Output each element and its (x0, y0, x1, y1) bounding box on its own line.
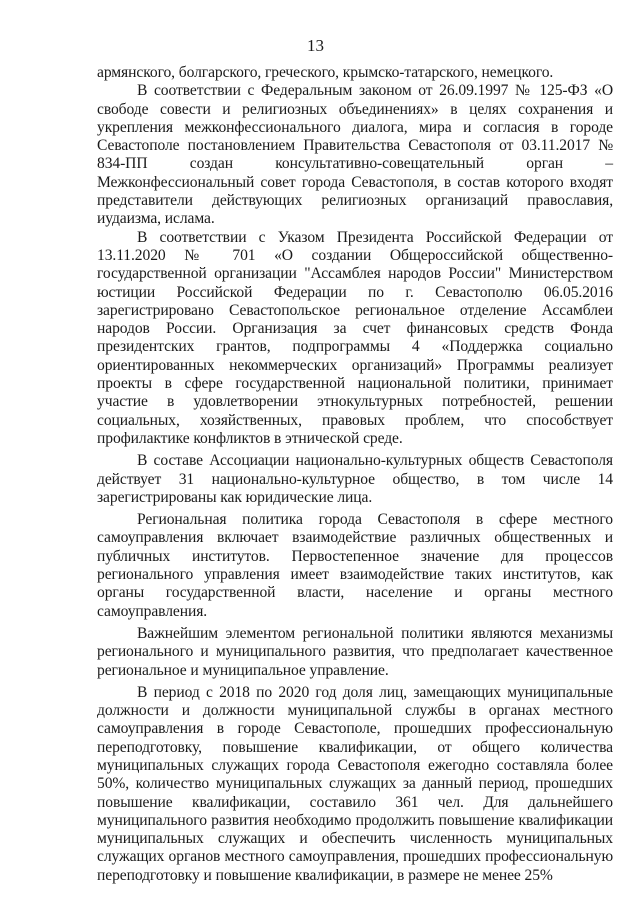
page-number: 13 (307, 36, 324, 55)
paragraph-national-cultural-societies: В составе Ассоциации национально-культурных обществ Севастополя действует 31 национально-культурное общество, в том числе 14 зарегистрированы как юридические лица. (97, 452, 613, 506)
paragraph-regional-policy: Региональная политика города Севастополя в сфере местного самоуправления включает взаимодействие различных общественных и публичных институтов. Первостепенное значение для процессов регионального управления имеет взаимодействие таких институтов, как органы государственной власти, население и органы местного самоуправления. (97, 511, 613, 620)
paragraph-development-mechanisms: Важнейшим элементом региональной политики являются механизмы регионального и муниципального развития, что предполагает качественное региональное и муниципальное управление. (97, 624, 613, 679)
paragraph-assembly-of-peoples: В соответствии с Указом Президента Российской Федерации от 13.11.2020 № 701 «О создании Общероссийской общественно-государственной организации "Ассамблея народов России" Министерством юстиции Российской Федерации по г. Севастополю 06.05.2016 зарегистрировано Севастопольское региональное отделение Ассамблеи народов России. Организация за счет финансовых средств Фонда президентских грантов, подпрограммы 4 «Поддержка социально ориентированных некоммерческих организаций» Программы реализует проекты в сфере государственной национальной политики, принимает участие в удовлетворении этнокультурных потребностей, решении социальных, хозяйственных, правовых проблем, что способствует профилактике конфликтов в этнической среде. (97, 228, 613, 447)
document-body (97, 64, 613, 885)
paragraph-interconfessional-council: В соответствии с Федеральным законом от 26.09.1997 № 125-ФЗ «О свободе совести и религиозных объединениях» в целях сохранения и укрепления межконфессионального диалога, мира и согласия в городе Севастополе постановлением Правительства Севастополя от 03.11.2017 № 834-ПП создан консультативно-совещательный орган – Межконфессиональный совет города Севастополя, в состав которого входят представители действующих религиозных организаций православия, иудаизма, ислама. (97, 82, 613, 228)
paragraph-continuation: армянского, болгарского, греческого, крымско-татарского, немецкого. (97, 64, 554, 81)
paragraph-municipal-service-training: В период с 2018 по 2020 год доля лиц, замещающих муниципальные должности и должности муниципальной службы в органах местного самоуправления в городе Севастополе, прошедших профессиональную переподготовку, повышение квалификации, от общего количества муниципальных служащих города Севастополя ежегодно составляла более 50%, количество муниципальных служащих за данный период, прошедших повышение квалификации, составило 361 чел. Для дальнейшего муниципального развития необходимо продолжить повышение квалификации муниципальных служащих и обеспечить численность муниципальных служащих органов местного самоуправления, прошедших профессиональную переподготовку и повышение квалификации, в размере не менее 25% (97, 683, 613, 884)
